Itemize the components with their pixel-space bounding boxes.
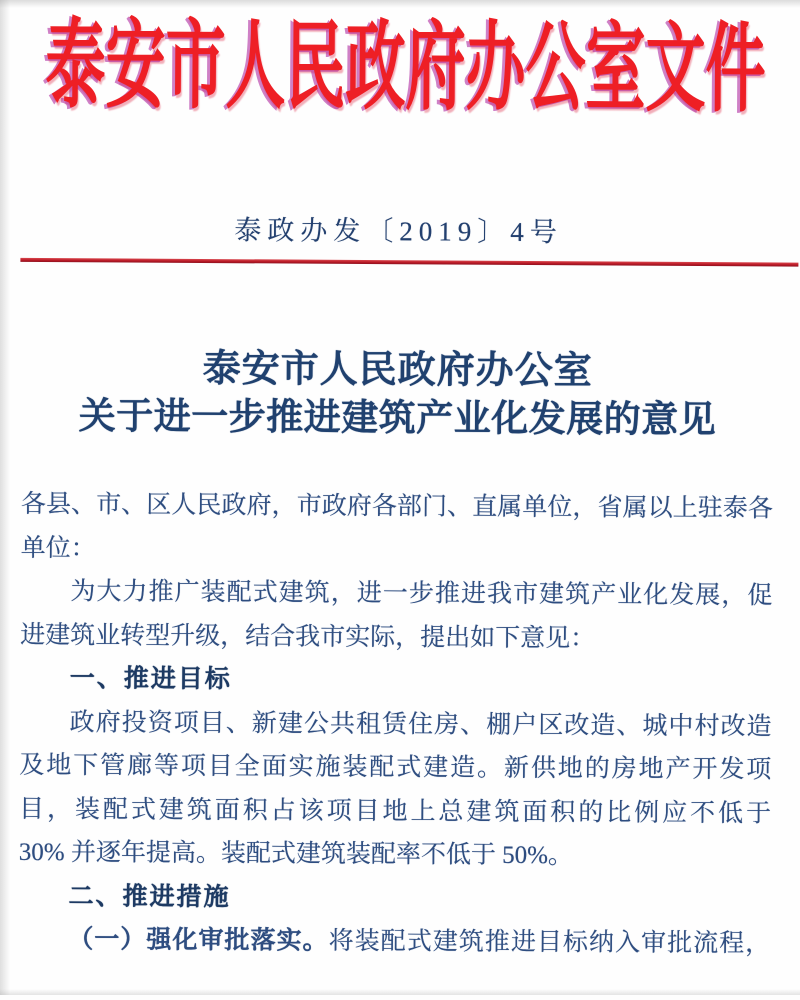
document-number: 泰政办发〔2019〕4号 xyxy=(234,215,563,248)
body-line-targets-4: 30% 并逐年提高。装配式建筑装配率不低于 50%。 xyxy=(18,838,574,870)
letterhead-banner: 泰安市人民政府办公室文件 xyxy=(45,12,766,124)
section-heading-2-measures: 二、推进措施 xyxy=(68,881,231,911)
body-line-measures-1 xyxy=(18,918,770,966)
body-line-targets-1: 政府投资项目、新建公共租赁住房、棚户区改造、城中村改造 xyxy=(69,708,772,740)
document-title-line-2: 关于进一步推进建筑产业化发展的意见 xyxy=(78,396,717,442)
measure-1-lead: （一）强化审批落实。 xyxy=(68,926,329,955)
body-line-addressees-cont: 单位： xyxy=(20,534,96,562)
body-line-targets-3: 目，装配式建筑面积占该项目地上总建筑面积的比例应不低于 xyxy=(18,795,772,827)
body-line-targets-2: 及地下管廊等项目全面实施装配式建造。新供地的房地产开发项 xyxy=(19,751,772,784)
document-title-line-1: 泰安市人民政府办公室 xyxy=(202,348,593,393)
document-body xyxy=(18,483,773,966)
body-line-intro: 为大力推广装配式建筑，进一步推进我市建筑产业化发展，促 xyxy=(70,578,773,610)
body-line-intro-cont: 进建筑业转型升级，结合我市实际，提出如下意见： xyxy=(20,621,596,652)
section-heading-1-targets: 一、推进目标 xyxy=(69,664,232,694)
body-line-addressees: 各县、市、区人民政府，市政府各部门、直属单位，省属以上驻泰各 xyxy=(20,490,773,523)
measure-1-rest: 将装配式建筑推进目标纳入审批流程， xyxy=(328,927,771,958)
red-divider-rule xyxy=(20,258,798,267)
